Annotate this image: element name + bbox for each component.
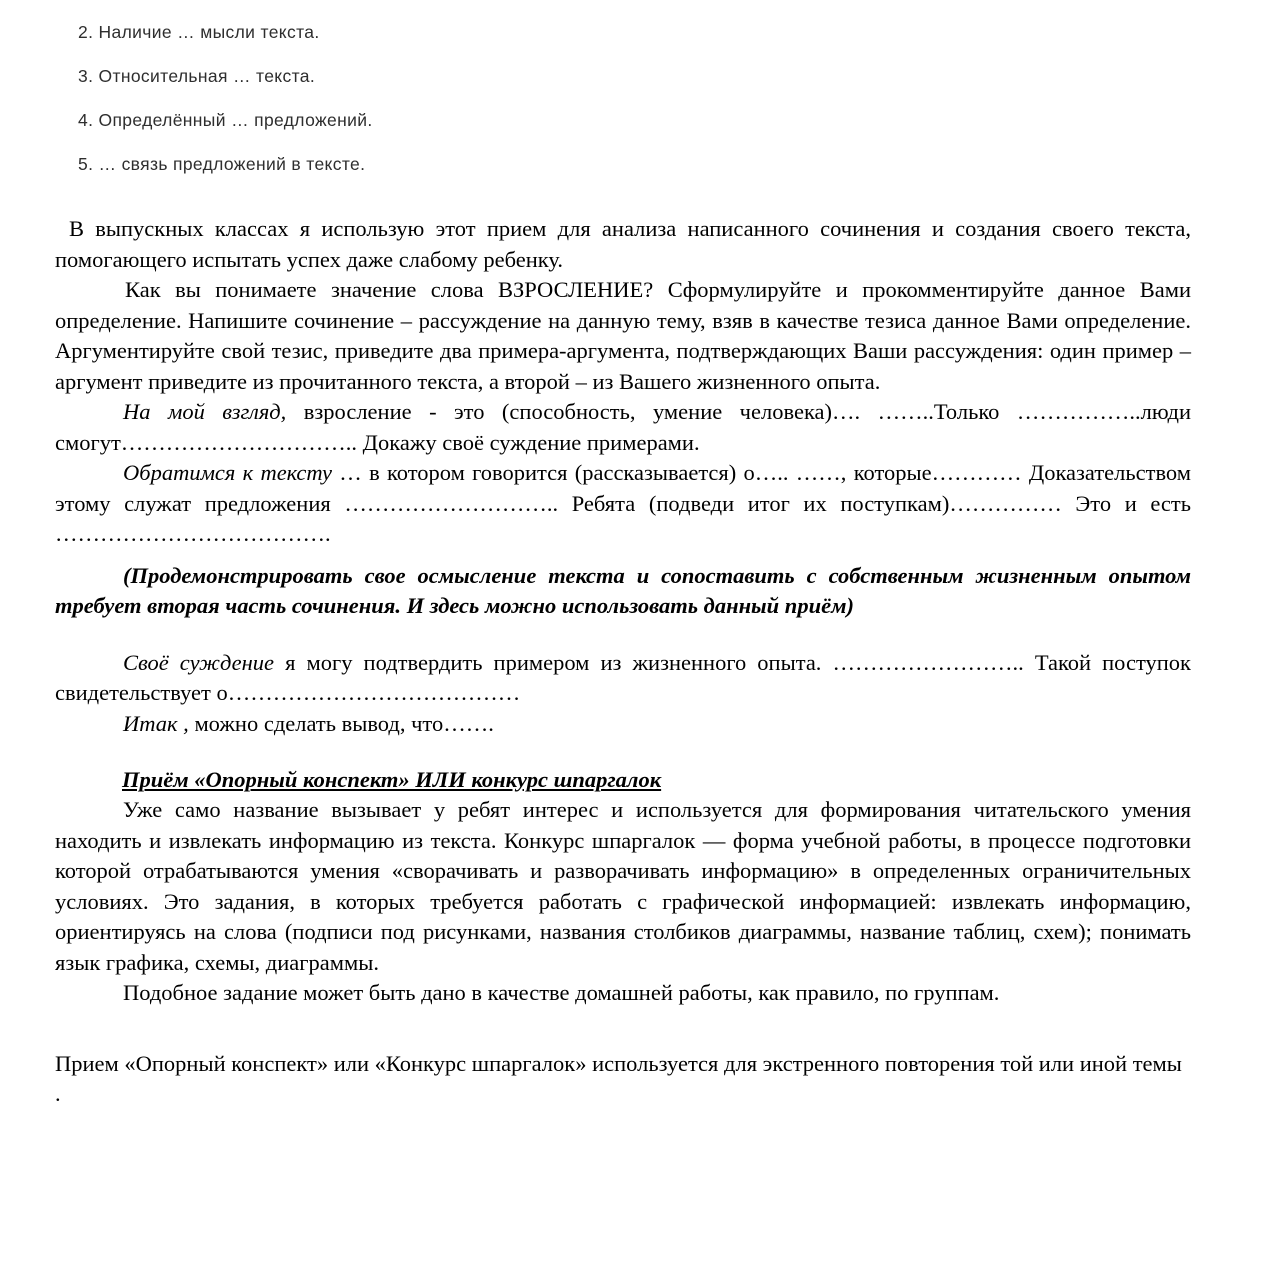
- list-item: 3. Относительная … текста.: [78, 66, 316, 86]
- paragraph-conclusion-template: [55, 709, 1191, 740]
- list-item: 5. … связь предложений в тексте.: [78, 154, 366, 174]
- section-heading: [55, 765, 1191, 795]
- paragraph-bold-italic-note: (Продемонстрировать свое осмысление текста и сопоставить с собственным жизненным опытом требует вторая часть сочинения. И здесь можно использовать данный приём): [55, 562, 1191, 618]
- personal-example-italic-lead: Своё суждение: [123, 649, 275, 675]
- paragraph-closing: Прием «Опорный конспект» или «Конкурс шпаргалок» используется для экстренного повторения той или иной темы .: [55, 1050, 1182, 1106]
- conclusion-rest: можно сделать вывод, что…….: [188, 710, 494, 736]
- paragraph-intro: В выпускных классах я использую этот прием для анализа написанного сочинения и создания своего текста, помогающего испытать успех даже слабому ребенку.: [55, 216, 1191, 272]
- paragraph-task: Как вы понимаете значение слова ВЗРОСЛЕНИЕ? Сформулируйте и прокомментируйте данное Вами определение. Напишите сочинение – рассуждение на данную тему, взяв в качестве тезиса данное Вами определение. Аргументируйте свой тезис, приведите два примера-аргумента, подтверждающих Ваши рассуждения: один пример – аргумент приведите из прочитанного текста, а второй – из Вашего жизненного опыта.: [55, 277, 1191, 394]
- paragraph-cheatsheet-description: Уже само название вызывает у ребят интерес и используется для формирования читательского умения находить и извлекать информацию из текста. Конкурс шпаргалок — форма учебной работы, в процессе подготовки которой отрабатываются умения «сворачивать и разворачивать информацию» в определенных ограничительных условиях. Это задания, в которых требуется работать с графической информацией: извлекать информацию, ориентируясь на слова (подписи под рисунками, названия столбиков диаграммы, название таблиц, схем); понимать язык графика, схемы, диаграммы.: [55, 797, 1191, 975]
- text-reference-rest: … в котором говорится (рассказывается) о….. ……, которые………… Доказательством этому служат предложения ……………………….. Ребята (подведи итог их поступкам)…………… Это и есть ……………………………….: [55, 460, 1191, 546]
- paragraph-text-reference-template: [55, 458, 1191, 550]
- list-item: 4. Определённый … предложений.: [78, 110, 373, 130]
- list-item: 2. Наличие … мысли текста.: [78, 22, 320, 42]
- spacer: [55, 1009, 1191, 1049]
- paragraph-homework-note: Подобное задание может быть дано в качестве домашней работы, как правило, по группам.: [123, 980, 1000, 1005]
- spacer: [55, 622, 1191, 648]
- document-body: [55, 214, 1191, 1110]
- conclusion-italic-lead: Итак ,: [123, 710, 189, 736]
- thesis-rest: взросление - это (способность, умение человека)…. ……..Только ……………..люди смогут………………………….. Докажу своё суждение примерами.: [55, 399, 1191, 455]
- paragraph-personal-example-template: [55, 648, 1191, 709]
- personal-example-rest: я могу подтвердить примером из жизненного опыта. …………………….. Такой поступок свидетельствует о…………………………………: [55, 649, 1191, 705]
- clipped-numbered-list: [78, 10, 778, 186]
- thesis-italic-lead: На мой взгляд,: [123, 399, 287, 424]
- section-heading-text: Приём «Опорный конспект» ИЛИ конкурс шпаргалок: [122, 767, 662, 792]
- paragraph-thesis-template: [55, 397, 1191, 458]
- spacer: [55, 739, 1191, 765]
- text-reference-italic-lead: Обратимся к тексту: [123, 460, 333, 485]
- spacer: [55, 550, 1191, 561]
